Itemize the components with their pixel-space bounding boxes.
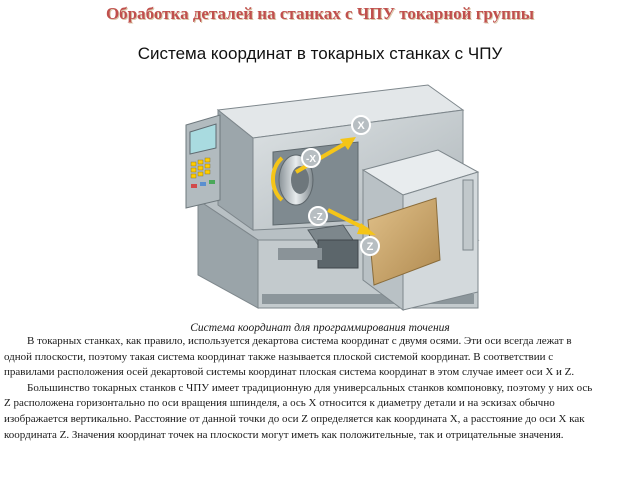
svg-text:-Z: -Z	[313, 212, 323, 223]
slide-title: Обработка деталей на станках с ЧПУ токарной группы	[105, 4, 535, 23]
paragraph-2: Большинство токарных станков с ЧПУ имеет традиционную для универсальных станков компоновку, поэтому у них ось Z расположена горизонтально по оси вращения шпинделя, а ось X относится к диаметру детали и на эскизах обычно изображается вертикально. Расстояние от данной точки до оси Z определяется как координата X, а расстояние до оси X как координата Z. Значения координат точек на плоскости могут иметь как положительные, так и отрицательные значения.	[4, 381, 593, 441]
z-axis-label	[361, 237, 379, 255]
paragraph-1: В токарных станках, как правило, используется декартова система координат с двумя осями. Эти оси всегда лежат в одной плоскости, поэтому такая система координат также называется плоской системой координат. В соответствии с правилами расположения осей декартовой системы координат плоская система координат в этом случае имеет оси X и Z.	[4, 335, 575, 379]
control-panel	[186, 115, 220, 208]
slide-subtitle: Система координат в токарных станках с ЧПУ	[137, 44, 503, 63]
x-axis-label	[352, 116, 370, 134]
tailstock-guard	[363, 150, 478, 310]
figure-caption: Система координат для программирования точения	[190, 322, 450, 334]
minus-z-axis-label	[309, 207, 327, 225]
svg-text:X: X	[357, 120, 365, 132]
minus-x-axis-label	[302, 149, 320, 167]
cnc-lathe-illustration	[178, 80, 498, 325]
body-text	[4, 334, 600, 443]
svg-text:-X: -X	[306, 154, 316, 165]
svg-text:Z: Z	[366, 241, 374, 253]
